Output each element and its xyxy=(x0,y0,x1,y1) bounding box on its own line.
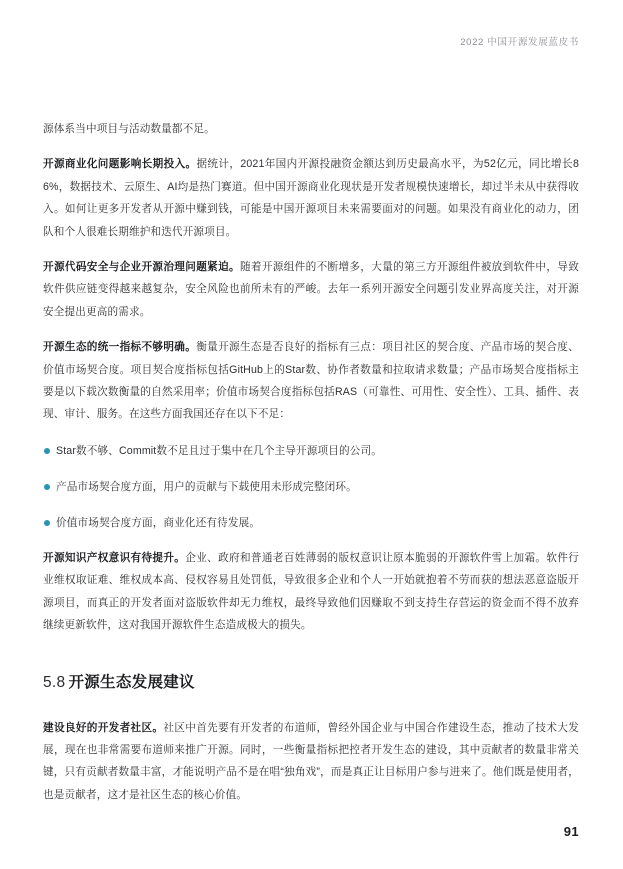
bullet-dot-icon xyxy=(44,448,50,454)
continued-paragraph: 源体系当中项目与活动数量都不足。 xyxy=(43,123,215,135)
paragraph-developer-community xyxy=(43,717,579,807)
page-number: 91 xyxy=(563,824,579,839)
paragraph-lead: 开源代码安全与企业开源治理问题紧迫。 xyxy=(43,261,240,274)
list-item xyxy=(43,477,579,497)
section-number: 5.8 xyxy=(43,673,66,691)
paragraph-code-security xyxy=(43,256,579,323)
paragraph-lead: 开源商业化问题影响长期投入。 xyxy=(43,158,197,171)
paragraph-text: 社区中首先要有开发者的布道师，曾经外国企业与中国合作建设生态，推动了技术大发展，现在也非常需要布道师来推广开源。同时，一些衡量指标把控者开发生态的建设，其中贡献者的数量非常关键，只有贡献者数量丰富，才能说明产品不是在唱“独角戏”，而是真正让目标用户参与进来了。他们既是使用者，也是贡献者，这才是社区生态的核心价值。 xyxy=(43,721,579,801)
bullet-dot-icon xyxy=(44,484,50,490)
section-title: 开源生态发展建议 xyxy=(68,673,195,691)
list-item-text: Star数不够、Commit数不足且过于集中在几个主导开源项目的公司。 xyxy=(56,444,383,457)
paragraph-commercialization xyxy=(43,153,579,243)
paragraph-lead: 开源知识产权意识有待提升。 xyxy=(43,551,186,564)
list-item-text: 价值市场契合度方面，商业化还有待发展。 xyxy=(56,516,261,529)
bullet-list xyxy=(43,441,579,533)
list-item xyxy=(43,513,579,533)
page-content xyxy=(43,118,579,806)
running-header: 2022 中国开源发展蓝皮书 xyxy=(460,37,579,48)
paragraph-text: 衡量开源生态是否良好的指标有三点：项目社区的契合度、产品市场的契合度、价值市场契合度。项目契合度指标包括GitHub上的Star数、协作者数量和拉取请求数量；产品市场契合度指标主要是以下载次数衡量的自然采用率；价值市场契合度指标包括RAS（可靠性、可用性、安全性）、工具、插件、表现、审计、服务。在这些方面我国还存在以下不足： xyxy=(43,341,579,421)
paragraph-text: 企业、政府和普通老百姓薄弱的版权意识让原本脆弱的开源软件雪上加霜。软件行业维权取证难、维权成本高、侵权容易且处罚低，导致很多企业和个人一开始就抱着不劳而获的想法恶意盗版开源项目，而真正的开发者面对盗版软件却无力维权，最终导致他们因赚取不到支持生存营运的资金而不得不放弃继续更新软件，这对我国开源软件生态造成极大的损失。 xyxy=(43,551,579,632)
list-item-text: 产品市场契合度方面，用户的贡献与下载使用未形成完整闭环。 xyxy=(56,480,357,493)
paragraph-lead: 建设良好的开发者社区。 xyxy=(43,721,164,734)
paragraph-lead: 开源生态的统一指标不够明确。 xyxy=(43,341,197,354)
list-item xyxy=(43,441,579,461)
paragraph-ip-awareness xyxy=(43,547,579,637)
paragraph-ecosystem-metrics xyxy=(43,336,579,426)
bullet-dot-icon xyxy=(44,520,50,526)
section-heading xyxy=(43,671,579,695)
paragraph-text: 据统计，2021年国内开源投融资金额达到历史最高水平，为52亿元，同比增长86%，数据技术、云原生、AI均是热门赛道。但中国开源商业化现状是开发者规模快速增长，却过半未从中获得收入。如何让更多开发者从开源中赚到钱，可能是中国开源项目未来需要面对的问题。如果没有商业化的动力，团队和个人很难长期维护和迭代开源项目。 xyxy=(43,158,579,238)
paragraph-text: 随着开源组件的不断增多，大量的第三方开源组件被放到软件中，导致软件供应链变得越来越复杂，安全风险也前所未有的严峻。去年一系列开源安全问题引发业界高度关注，对开源安全提出更高的需求。 xyxy=(43,261,579,318)
